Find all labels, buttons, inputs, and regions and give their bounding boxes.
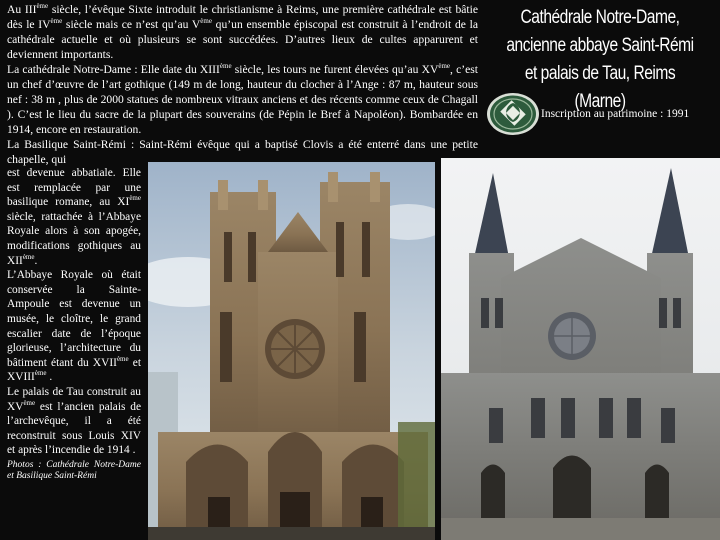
inscription-date: Inscription au patrimoine : 1991 <box>541 108 690 120</box>
intro-paragraph-basilica: La Basilique Saint-Rémi : Saint-Rémi évêque qui a baptisé Clovis a été enterré dans une petite chapelle, qui <box>7 138 478 166</box>
side-paragraph-abbey: est devenue abbatiale. Elle est remplacée par une basilique romane, au XIème siècle, rattachée à l’Abbaye Royale alors à son apogée, modifications gothiques au XIIème. <box>7 167 141 267</box>
intro-paragraph-cathedral: La cathédrale Notre-Dame : Elle date du XIIIème siècle, les tours ne furent élevées qu’au XVème, c’est un chef d’œuvre de l’art gothique (149 m de long, hauteur du clocher à l’Ange : 87 m, hauteur sous nef : 38 m , plus de 2000 statues de nombreux vitraux anciens et des récents comme ceux de Chagall ). C’est le lieu du sacre de la plupart des souverains (de Pépin le Bref à Napoléon). Bombardée en 1914, encore en restauration. <box>7 62 478 136</box>
photo-credit: Photos : Cathédrale Notre-Dame et Basilique Saint-Rémi <box>7 459 141 482</box>
side-text <box>7 166 141 483</box>
intro-paragraph-history: Au IIIème siècle, l’évêque Sixte introduit le christianisme à Reims, une première cathédrale est bâtie dès le IVème siècle mais ce n’est qu’au Vème qu’un ensemble épiscopal est construit à l’endroit de la cathédrale actuelle et où plusieurs se sont succédées. D’autres lieux de cultes apparurent et deviennent importants. <box>7 2 478 61</box>
unesco-world-heritage-emblem-icon <box>486 92 540 136</box>
side-paragraph-royal-abbey: L’Abbaye Royale où était conservée la Sainte-Ampoule est devenue un musée, le cloître, le grand escalier date de l’époque glorieuse, l’architecture du bâtiment étant du XVIIème et XVIIIème . <box>7 269 141 384</box>
side-paragraph-palais-tau: Le palais de Tau construit au XVème est l’ancien palais de l’archevêque, il a été reconstruit sous Louis XIV et après l’incendie de 1914 . <box>7 385 141 457</box>
basilique-saint-remi-photo <box>441 158 720 540</box>
intro-text <box>7 2 478 167</box>
cathedral-notre-dame-photo <box>148 162 435 540</box>
page-title: Cathédrale Notre-Dame, ancienne abbaye Saint-Rémi et palais de Tau, Reims (Marne) <box>506 7 694 112</box>
